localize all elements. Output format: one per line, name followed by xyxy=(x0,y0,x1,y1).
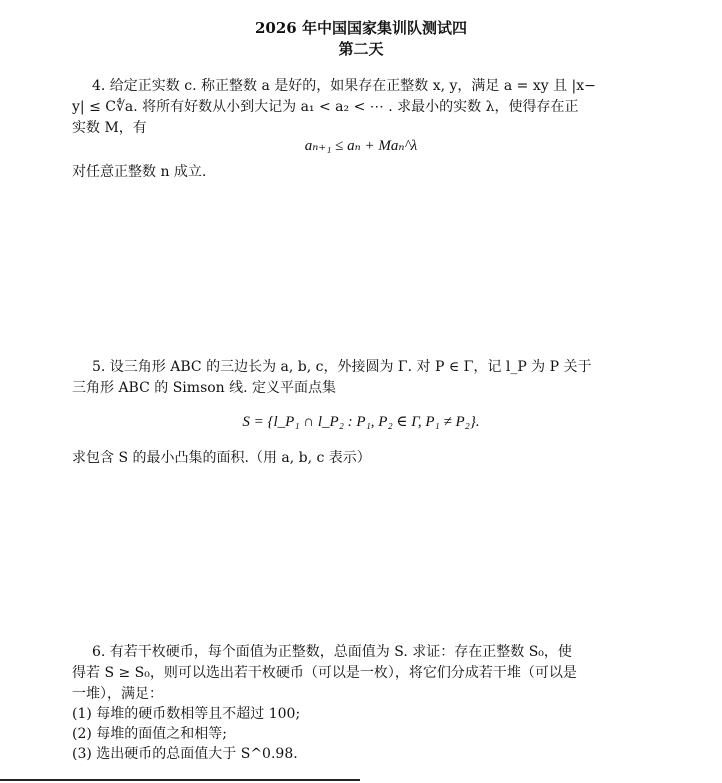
exam-day: 第二天 xyxy=(338,40,384,58)
exam-title: 2026 年中国国家集训队测试四 xyxy=(255,19,467,37)
problem4-line3: 实数 M，有 xyxy=(72,120,147,136)
problem6-condition-3: (3) 选出硬币的总面值大于 S^0.98. xyxy=(72,746,298,762)
problem5-line2: 三角形 ABC 的 Simson 线. 定义平面点集 xyxy=(72,380,337,396)
problem6-line3: 一堆），满足： xyxy=(72,686,163,702)
problem4-line4: 对任意正整数 n 成立. xyxy=(72,164,207,180)
problem5-formula: S = {l_P₁ ∩ l_P₂ : P₁, P₂ ∈ Γ, P₁ ≠ P₂}. xyxy=(242,414,480,430)
problem4-line1: 4. 给定正实数 c. 称正整数 a 是好的，如果存在正整数 x, y，满足 a = xy 且 |x− xyxy=(92,78,596,94)
problem6-line2: 得若 S ≥ S₀，则可以选出若干枚硬币（可以是一枚），将它们分成若干堆（可以是 xyxy=(72,665,577,681)
problem4-line2: y| ≤ C∜a. 将所有好数从小到大记为 a₁ < a₂ < ⋯ . 求最小的实数 λ，使得存在正 xyxy=(72,99,579,115)
problem6-condition-2: (2) 每堆的面值之和相等; xyxy=(72,726,227,742)
problem6-condition-1: (1) 每堆的硬币数相等且不超过 100; xyxy=(72,706,301,722)
problem5-line1: 5. 设三角形 ABC 的三边长为 a, b, c，外接圆为 Γ. 对 P ∈ Γ，记 l_P 为 P 关于 xyxy=(92,359,592,375)
problem6-line1: 6. 有若干枚硬币，每个面值为正整数，总面值为 S. 求证：存在正整数 S₀，使 xyxy=(92,644,572,660)
problem4-formula: aₙ₊₁ ≤ aₙ + Maₙ^λ xyxy=(304,138,418,154)
problem5-line3: 求包含 S 的最小凸集的面积.（用 a, b, c 表示） xyxy=(72,450,371,466)
bottom-rule xyxy=(0,779,360,781)
